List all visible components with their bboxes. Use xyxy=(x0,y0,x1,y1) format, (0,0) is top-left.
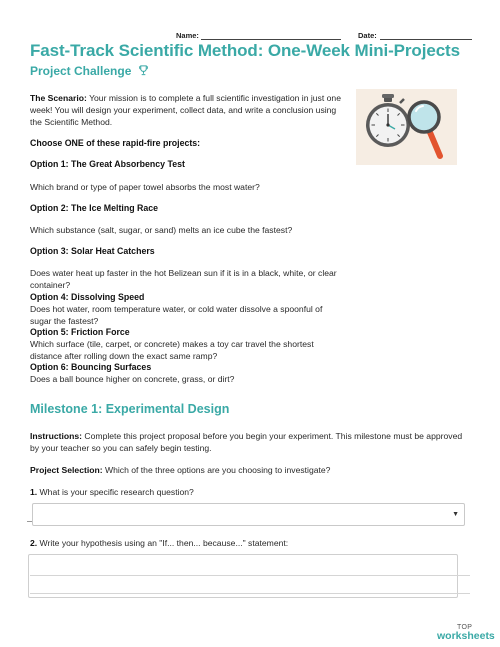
option-4-question: Does hot water, room temperature water, or cold water dissolve a spoonful of sugar the fastest? xyxy=(30,304,323,326)
answer-line xyxy=(30,575,470,576)
option-1-question: Which brand or type of paper towel absorbs the most water? xyxy=(30,182,260,192)
subtitle-text: Project Challenge xyxy=(30,64,132,78)
brand-top: TOP xyxy=(457,624,473,631)
date-field[interactable] xyxy=(380,39,472,40)
option-4-title: Option 4: Dissolving Speed xyxy=(30,292,145,302)
trophy-icon xyxy=(138,65,149,76)
brand-logo xyxy=(437,624,497,641)
option-1-title: Option 1: The Great Absorbency Test xyxy=(30,159,185,169)
scenario-paragraph xyxy=(30,92,348,128)
scenario-label: The Scenario: xyxy=(30,93,87,103)
research-question-select[interactable] xyxy=(32,503,465,526)
question-2-number: 2. xyxy=(30,538,38,548)
milestone-heading: Milestone 1: Experimental Design xyxy=(30,402,230,416)
brand-name: worksheets xyxy=(437,630,495,642)
question-1-number: 1. xyxy=(30,487,38,497)
question-1-text: What is your specific research question? xyxy=(37,487,194,497)
question-2 xyxy=(30,537,470,549)
name-field[interactable] xyxy=(201,39,341,40)
name-label: Name: xyxy=(176,31,199,40)
option-5-title: Option 5: Friction Force xyxy=(30,327,130,337)
selection-label: Project Selection: xyxy=(30,465,103,475)
page-subtitle xyxy=(30,64,149,78)
hypothesis-input[interactable] xyxy=(28,554,458,598)
option-6-title: Option 6: Bouncing Surfaces xyxy=(30,362,152,372)
question-1 xyxy=(30,486,470,498)
date-label: Date: xyxy=(358,31,377,40)
dropdown-arrow-icon[interactable]: ▼ xyxy=(452,511,459,518)
option-6-question: Does a ball bounce higher on concrete, grass, or dirt? xyxy=(30,374,235,384)
page-title: Fast-Track Scientific Method: One-Week Mini-Projects xyxy=(30,41,460,60)
option-3-question: Does water heat up faster in the hot Belizean sun if it is in a black, white, or clear container? xyxy=(30,268,337,290)
option-3-title: Option 3: Solar Heat Catchers xyxy=(30,246,155,256)
option-5-question: Which surface (tile, carpet, or concrete) makes a toy car travel the shortest distance after rolling down the exact same ramp? xyxy=(30,339,314,361)
answer-line xyxy=(30,593,470,594)
instructions-paragraph xyxy=(30,430,472,454)
project-selection xyxy=(30,464,470,476)
option-2-title: Option 2: The Ice Melting Race xyxy=(30,203,159,213)
question-2-text: Write your hypothesis using an "If... then... because..." statement: xyxy=(37,538,289,548)
selection-text: Which of the three options are you choosing to investigate? xyxy=(102,465,331,475)
instructions-text: Complete this project proposal before you begin your experiment. This milestone must be approved by your teacher so you can safely begin testing. xyxy=(30,431,463,453)
choose-heading: Choose ONE of these rapid-fire projects: xyxy=(30,138,201,148)
stopwatch-and-magnifier-icon xyxy=(356,89,457,165)
scenario-text: Your mission is to complete a full scientific investigation in just one week! You will design your experiment, collect data, and write a conclusion using the Scientific Method. xyxy=(30,93,341,127)
hero-illustration xyxy=(356,89,457,165)
option-2-question: Which substance (salt, sugar, or sand) melts an ice cube the fastest? xyxy=(30,225,293,235)
instructions-label: Instructions: xyxy=(30,431,83,441)
